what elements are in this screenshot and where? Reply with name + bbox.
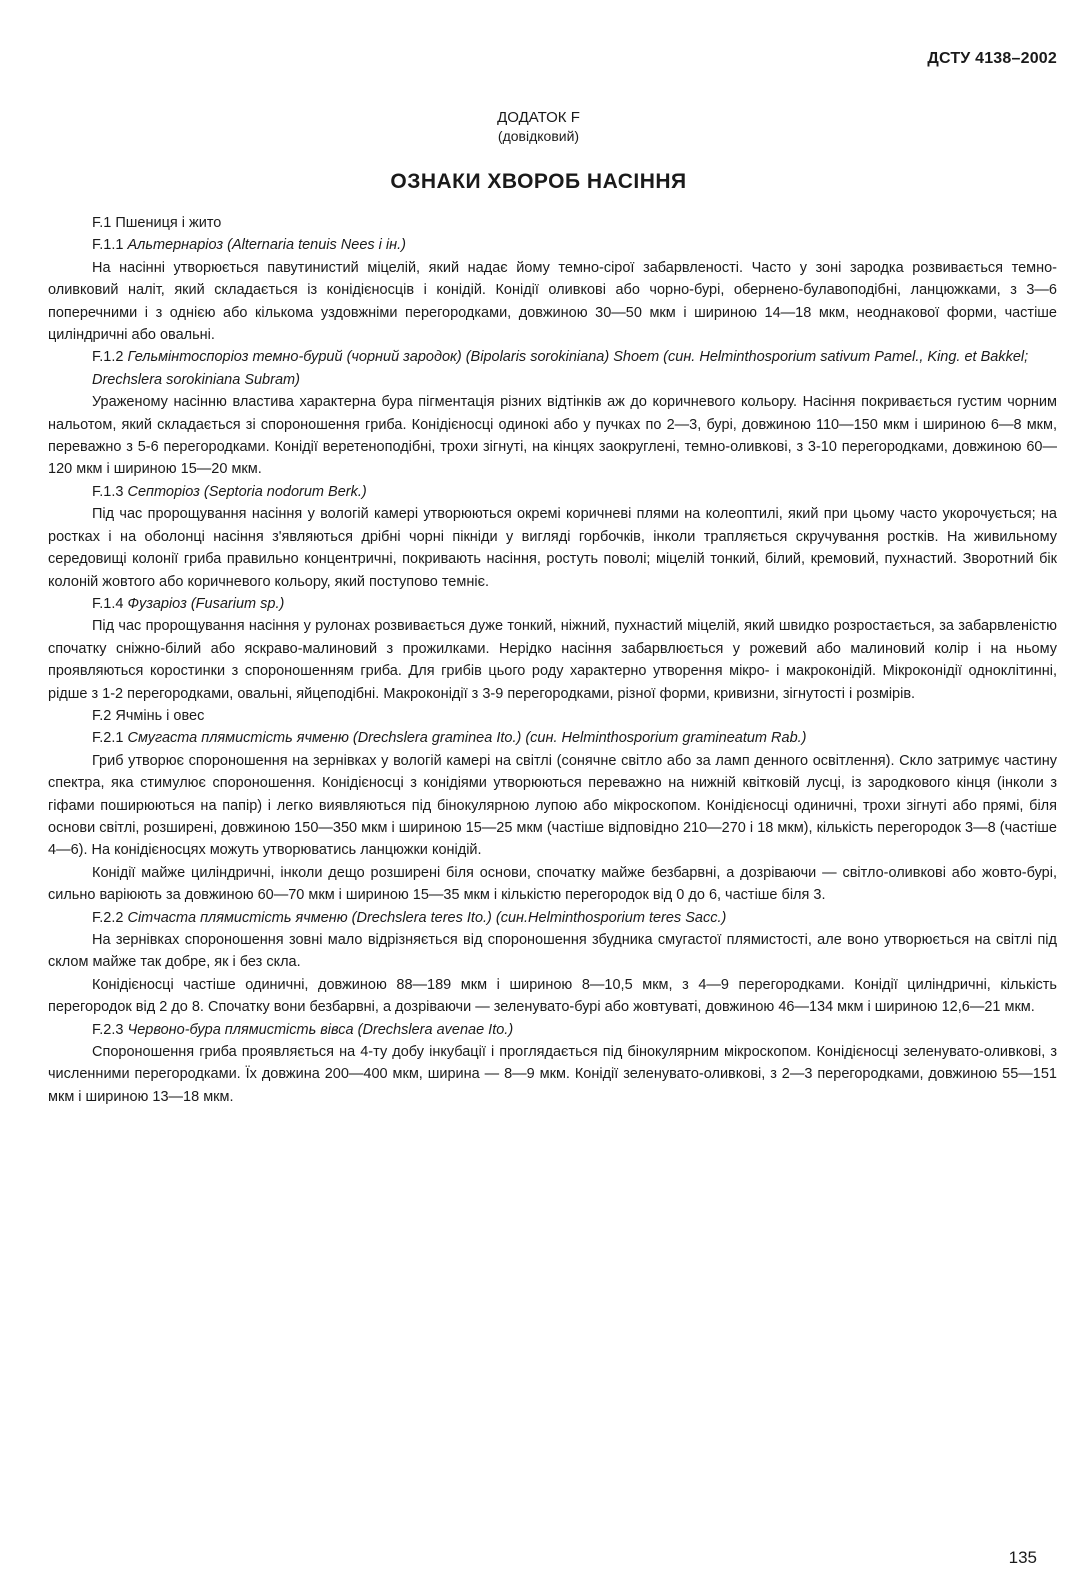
subsection-number: F.1.4 [92, 595, 128, 612]
paragraph: Під час пророщування насіння у вологій камері утворюються окремі коричневі плями на колеоптилі, який при цьому часто укорочується; на ростках і на оболонці насіння з'являються дрібні чорні пікніди у вигляді горбочків, інколи трапляється скручування ростків. На живильному середовищі колонії гриба правильно концентричні, покривають насіння, ростуть поволі; міцелій тонкий, білий, кремовий, пухнастий. Зворотний бік колоній жовтого або коричневого кольору, який поступово темніє. [48, 506, 1057, 590]
annex-kind: (довідковий) [497, 128, 580, 144]
subsection-name: Гельмінтоспоріоз темно-бурий (чорний зародок) (Bipolaris sorokiniana) Shoem (син. Helminthosporium sativum Pamel., King. et Bakkel; Drechslera sorokiniana Subram) [92, 349, 1029, 388]
subsection-number: F.2.2 [92, 909, 128, 926]
page-number: 135 [1008, 1548, 1037, 1567]
subsection-heading [48, 907, 1057, 929]
annex-label: ДОДАТОК F [497, 109, 580, 126]
subsection-name: Червоно-бура плямистість вівса (Drechslera avenae Ito.) [127, 1021, 514, 1038]
subsection-name: Альтернаріоз (Alternaria tenuis Nees i ін.) [127, 237, 406, 254]
subsection-number: F.1.3 [92, 483, 128, 500]
paragraph: Під час пророщування насіння у рулонах розвивається дуже тонкий, ніжний, пухнастий міцелій, який швидко розростається, за забарвленістю спочатку сніжно-білий або яскраво-малиновий з прожилками. Нерідко насіння забарвлюється у рожевий або малиновий колір і на ньому проявляються коростинки з спороношенням гриба. Для грибів цього роду характерно утворення мікро- і макроконідій. Мікроконідії одноклітинні, рідше з 1-2 перегородками, овальні, яйцеподібні. Макроконідії з 3-9 перегородками, різної форми, кривизни, зігнутості і розмірів. [48, 618, 1057, 702]
subsection-name: Фузаріоз (Fusarium sp.) [127, 595, 285, 612]
standard-code: ДСТУ 4138–2002 [927, 50, 1057, 67]
subsection-number: F.2.3 [92, 1021, 128, 1038]
paragraph: Спороношення гриба проявляється на 4-ту добу інкубації і проглядається під бінокулярним мікроскопом. Конідієносці зеленувато-оливкові, з численними перегородками. Їх довжина 200—400 мкм, ширина — 8—9 мкм. Конідії зеленувато-оливкові, з 2—3 перегородками, довжиною 55—151 мкм і шириною 13—18 мкм. [48, 1044, 1057, 1105]
subsection-heading [48, 346, 1057, 391]
annex-heading [0, 108, 1077, 145]
subsection-number: F.2.1 [92, 730, 128, 747]
paragraph: На насінні утворюється павутинистий міцелій, який надає йому темно-сірої забарвленості. Часто у зоні зародка розвивається темно-оливковий наліт, який складається із конідієносців і конідій. Конідії оливкові або чорно-бурі, обернено-булавоподібні, ланцюжками, з 3—6 поперечними і з однією або кількома уздовжніми перегородками, довжиною 30—50 мкм і шириною 14—18 мкм, неоднакової форми, частіше циліндричні або овальні. [48, 259, 1057, 344]
subsection-heading [48, 234, 1057, 256]
document-body [48, 212, 1057, 1108]
paragraph: Конідієносці частіше одиничні, довжиною 88—189 мкм і шириною 8—10,5 мкм, з 4—9 перегородками. Конідії циліндричні, кількість перегородок від 2 до 8. Спочатку вони безбарвні, а дозріваючи — зеленувато-бурі або жовтуваті, довжиною 46—134 мкм і шириною 12,6—21 мкм. [48, 976, 1057, 1016]
section-heading: F.2 Ячмінь і овес [92, 707, 205, 724]
paragraph: Конідії майже циліндричні, інколи дещо розширені біля основи, спочатку майже безбарвні, а дозріваючи — світло-оливкові або жовто-бурі, сильно варіюють за довжиною 60—70 мкм і шириною 15—35 мкм і кількістю перегородок від 0 до 6, частіше біля 3. [48, 864, 1057, 904]
subsection-heading [48, 727, 1057, 749]
document-title: ОЗНАКИ ХВОРОБ НАСІННЯ [390, 170, 687, 193]
subsection-heading [48, 593, 1057, 615]
paragraph: На зернівках спороношення зовні мало відрізняється від спороношення збудника смугастої плямистості, але воно утворюється на світлі під склом майже так добре, як і без скла. [48, 932, 1057, 971]
subsection-name: Септоріоз (Septoria nodorum Berk.) [127, 483, 367, 500]
subsection-name: Смугаста плямистість ячменю (Drechslera graminea Ito.) (син. Helminthosporium gramineatum Rab.) [127, 730, 807, 747]
paragraph: Ураженому насінню властива характерна бура пігментація різних відтінків аж до коричневого кольору. Насіння покривається густим чорним нальотом, який складається зі спороношення гриба. Конідієносці одинокі або у пучках по 2—3, бурі, довжиною 110—150 мкм і шириною 6—8 мкм, переважно з 5-6 перегородками. Конідії веретеноподібні, трохи зігнуті, на кінцях заокруглені, темно-оливкові, з 3-10 перегородками, довжиною 60—120 мкм і шириною 15—20 мкм. [48, 394, 1057, 478]
subsection-number: F.1.1 [92, 237, 128, 254]
section-heading: F.1 Пшениця і жито [92, 215, 222, 231]
paragraph: Гриб утворює спороношення на зернівках у вологій камері на світлі (сонячне світло або за ламп денного освітлення). Скло затримує частину спектра, яка стимулює спороношення. Конідієносці з конідіями утворюються переважно на нижній квітковій лусці, із зародкового кінця (інколи з гіфами поширюються на папір) і легко виявляються під бінокулярною лупою або мікроскопом. Конідієносці одиничні, трохи зігнуті або прямі, біля основи світлі, розширені, довжиною 150—350 мкм і шириною 15—25 мкм (частіше відповідно 210—270 і 18 мкм), кількість перегородок 3—8 (частіше 4—6). На конідієносцях можуть утворюватись ланцюжки конідій. [48, 752, 1057, 859]
subsection-number: F.1.2 [92, 349, 128, 366]
subsection-name: Сітчаста плямистість ячменю (Drechslera teres Ito.) (син.Helminthosporium teres Sacc.) [127, 909, 727, 926]
subsection-heading [48, 481, 1057, 503]
subsection-heading [48, 1019, 1057, 1041]
